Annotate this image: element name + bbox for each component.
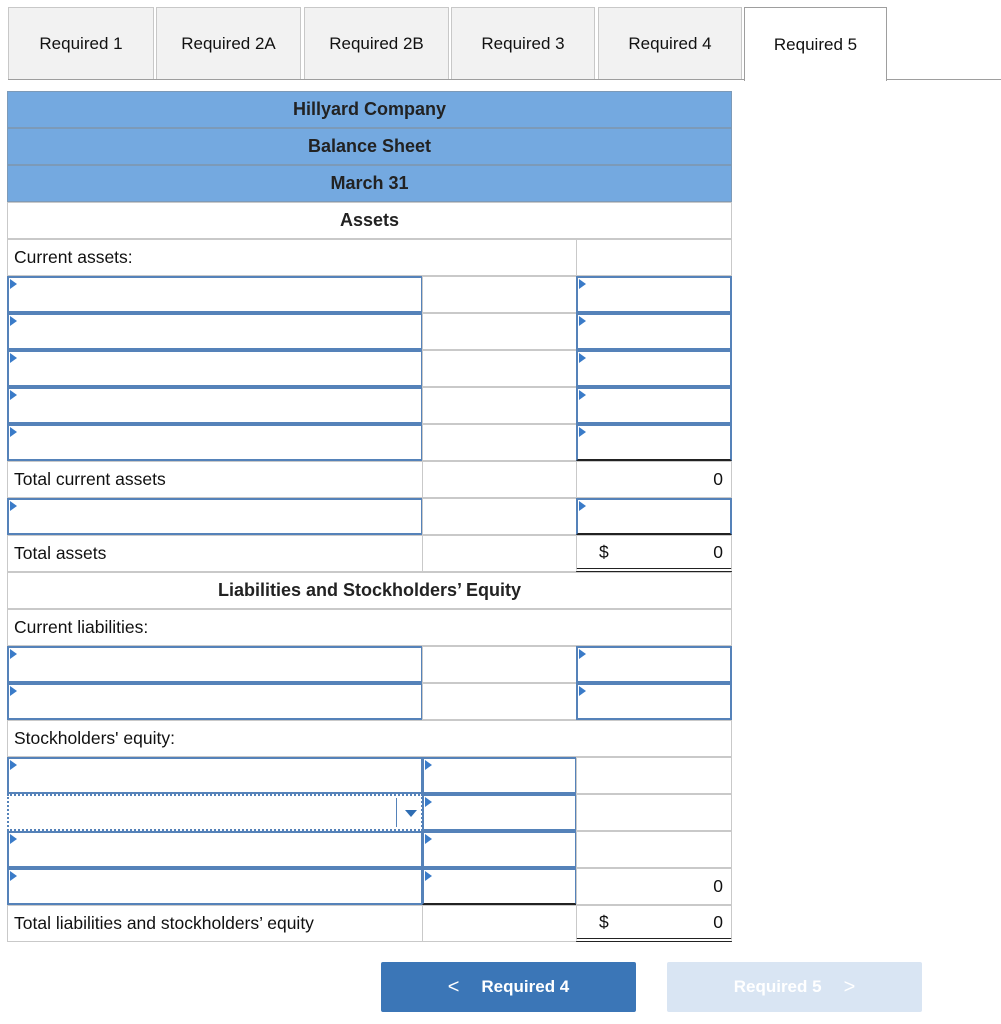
total-assets-row — [7, 535, 732, 572]
company-name: Hillyard Company — [7, 91, 732, 128]
input-marker-icon — [10, 649, 17, 659]
total-liab-equity-row — [7, 905, 732, 942]
input-marker-icon — [425, 871, 432, 881]
current-asset-2-sub-cell — [422, 313, 577, 350]
current-liability-2-account-input[interactable] — [7, 683, 423, 720]
equity-row-4 — [7, 868, 732, 905]
current-asset-3-sub-cell — [422, 350, 577, 387]
input-marker-icon — [425, 834, 432, 844]
equity-row-3 — [7, 831, 732, 868]
current-asset-1-account-input[interactable] — [7, 276, 423, 313]
current-asset-5-amount-input[interactable] — [576, 424, 732, 461]
equity-subtotal-amount: 0 — [713, 876, 723, 896]
current-asset-row-3 — [7, 350, 732, 387]
current-liability-2-sub-cell — [422, 683, 577, 720]
equity-row-1 — [7, 757, 732, 794]
total-current-assets-amount: 0 — [713, 469, 723, 489]
equity-2-amount-input[interactable] — [422, 794, 577, 831]
current-asset-row-4 — [7, 387, 732, 424]
current-asset-row-1 — [7, 276, 732, 313]
dropdown-separator — [396, 798, 397, 827]
equity-3-total-cell — [576, 831, 732, 868]
equity-1-amount-input[interactable] — [422, 757, 577, 794]
current-assets-total-cell — [576, 239, 732, 276]
total-liab-equity-sub-cell — [422, 905, 577, 942]
chevron-left-icon: < — [447, 975, 460, 998]
total-liab-equity-currency: $ — [599, 911, 609, 932]
tab-required-2b[interactable]: Required 2B — [304, 7, 449, 79]
equity-2-account-dropdown[interactable] — [7, 794, 423, 831]
equity-4-amount-input[interactable] — [422, 868, 577, 905]
equity-1-account-input[interactable] — [7, 757, 423, 794]
total-current-assets-row — [7, 461, 732, 498]
total-liab-equity-label: Total liabilities and stockholders’ equity — [7, 905, 423, 942]
current-asset-2-account-input[interactable] — [7, 313, 423, 350]
equity-3-account-input[interactable] — [7, 831, 423, 868]
current-asset-1-amount-input[interactable] — [576, 276, 732, 313]
current-liability-row-1 — [7, 646, 732, 683]
input-marker-icon — [579, 279, 586, 289]
current-asset-5-sub-cell — [422, 424, 577, 461]
other-asset-sub-cell — [422, 498, 577, 535]
total-liab-equity-amount: 0 — [713, 911, 723, 932]
input-marker-icon — [10, 686, 17, 696]
current-asset-3-account-input[interactable] — [7, 350, 423, 387]
previous-required-button[interactable] — [381, 962, 636, 1012]
input-marker-icon — [10, 834, 17, 844]
current-asset-row-5 — [7, 424, 732, 461]
current-liabilities-row — [7, 609, 732, 646]
input-marker-icon — [425, 760, 432, 770]
current-assets-row — [7, 239, 732, 276]
tab-required-1[interactable]: Required 1 — [8, 7, 154, 79]
equity-row-2 — [7, 794, 732, 831]
other-asset-amount-input[interactable] — [576, 498, 732, 535]
current-asset-4-amount-input[interactable] — [576, 387, 732, 424]
current-assets-label: Current assets: — [7, 239, 577, 276]
tab-bar — [8, 7, 1001, 81]
stockholders-equity-row — [7, 720, 732, 757]
statement-date: March 31 — [7, 165, 732, 202]
total-assets-label: Total assets — [7, 535, 423, 572]
total-assets-amount: 0 — [713, 541, 723, 562]
total-current-assets-value — [576, 461, 732, 498]
input-marker-icon — [10, 760, 17, 770]
current-asset-4-account-input[interactable] — [7, 387, 423, 424]
previous-button-label: Required 4 — [481, 977, 570, 996]
current-asset-4-sub-cell — [422, 387, 577, 424]
tab-required-4[interactable]: Required 4 — [598, 7, 742, 79]
input-marker-icon — [579, 353, 586, 363]
input-marker-icon — [579, 427, 586, 437]
total-current-assets-sub-cell — [422, 461, 577, 498]
stockholders-equity-label: Stockholders' equity: — [7, 720, 732, 757]
input-marker-icon — [10, 353, 17, 363]
current-liability-1-amount-input[interactable] — [576, 646, 732, 683]
tab-required-3[interactable]: Required 3 — [451, 7, 595, 79]
input-marker-icon — [10, 501, 17, 511]
equity-3-amount-input[interactable] — [422, 831, 577, 868]
equity-2-total-cell — [576, 794, 732, 831]
current-liabilities-label: Current liabilities: — [7, 609, 732, 646]
total-current-assets-label: Total current assets — [7, 461, 423, 498]
tab-required-2a[interactable]: Required 2A — [156, 7, 301, 79]
input-marker-icon — [425, 797, 432, 807]
current-asset-5-account-input[interactable] — [7, 424, 423, 461]
equity-subtotal-value — [576, 868, 732, 905]
current-liability-1-sub-cell — [422, 646, 577, 683]
next-button-label: Required 5 — [733, 977, 822, 996]
input-marker-icon — [10, 316, 17, 326]
input-marker-icon — [10, 279, 17, 289]
next-required-button[interactable] — [667, 962, 922, 1012]
equity-4-account-input[interactable] — [7, 868, 423, 905]
current-liability-row-2 — [7, 683, 732, 720]
input-marker-icon — [579, 316, 586, 326]
total-assets-value — [576, 535, 732, 572]
total-liab-equity-value — [576, 905, 732, 942]
current-asset-1-sub-cell — [422, 276, 577, 313]
input-marker-icon — [579, 501, 586, 511]
current-asset-3-amount-input[interactable] — [576, 350, 732, 387]
statement-title: Balance Sheet — [7, 128, 732, 165]
input-marker-icon — [579, 649, 586, 659]
liabilities-equity-heading: Liabilities and Stockholders’ Equity — [7, 572, 732, 609]
other-asset-row — [7, 498, 732, 535]
input-marker-icon — [579, 390, 586, 400]
current-asset-row-2 — [7, 313, 732, 350]
current-liability-1-account-input[interactable] — [7, 646, 423, 683]
current-asset-2-amount-input[interactable] — [576, 313, 732, 350]
chevron-right-icon: > — [843, 975, 856, 998]
current-liability-2-amount-input[interactable] — [576, 683, 732, 720]
input-marker-icon — [10, 390, 17, 400]
assets-heading: Assets — [7, 202, 732, 239]
chevron-down-icon[interactable] — [405, 810, 417, 817]
input-marker-icon — [10, 871, 17, 881]
tab-required-5[interactable]: Required 5 — [744, 7, 887, 81]
other-asset-account-input[interactable] — [7, 498, 423, 535]
total-assets-sub-cell — [422, 535, 577, 572]
equity-1-total-cell — [576, 757, 732, 794]
input-marker-icon — [579, 686, 586, 696]
input-marker-icon — [10, 427, 17, 437]
total-assets-currency: $ — [599, 541, 609, 562]
